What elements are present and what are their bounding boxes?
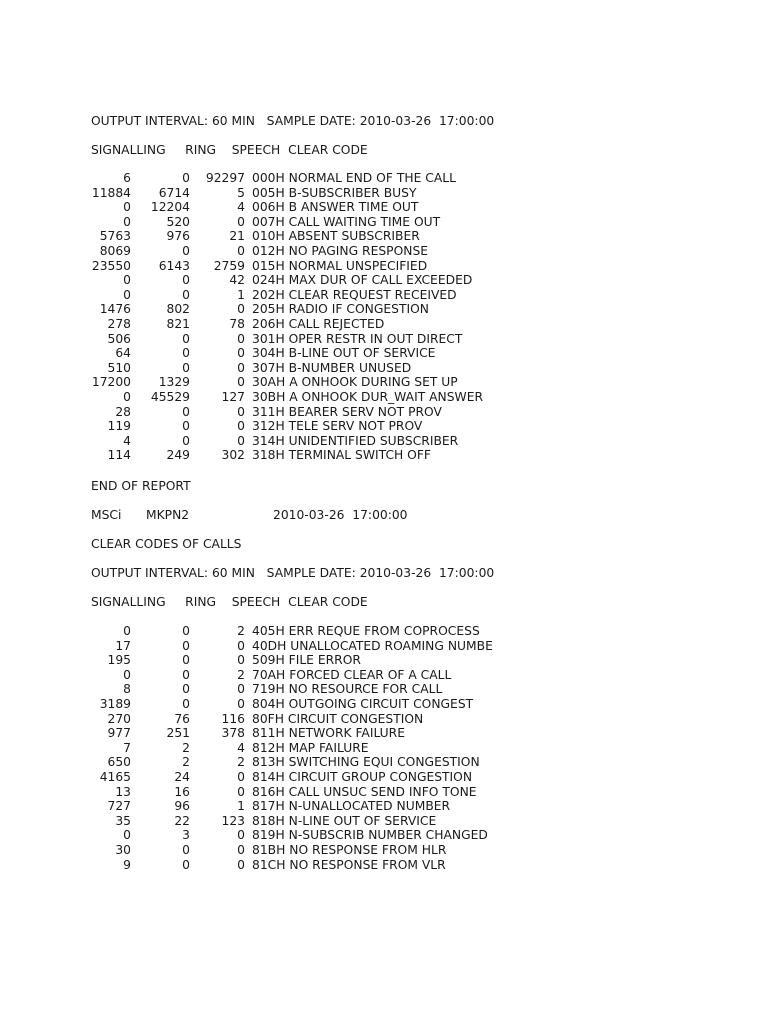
- speech-value: 0: [237, 360, 245, 375]
- clear-code-value: 40DH UNALLOCATED ROAMING NUMBE: [252, 638, 493, 653]
- signalling-value: 278: [107, 317, 131, 331]
- ring-value: 76: [174, 711, 190, 726]
- ring-value: 0: [182, 419, 190, 434]
- table-row: [0, 843, 768, 858]
- signalling-value: 510: [107, 360, 131, 375]
- speech-value: 0: [237, 770, 245, 784]
- speech-value: 2: [237, 624, 245, 638]
- speech-value: 0: [237, 375, 245, 390]
- ring-value: 0: [182, 667, 190, 682]
- ring-value: 24: [174, 770, 190, 784]
- clear-code-value: 307H B-NUMBER UNUSED: [252, 360, 412, 375]
- table-row: [0, 332, 768, 347]
- speech-value: 302: [221, 448, 245, 463]
- ring-value: 3: [182, 828, 190, 843]
- table-row: [0, 302, 768, 317]
- ring-value: 249: [166, 448, 190, 463]
- speech-value: 0: [237, 697, 245, 711]
- ring-value: 0: [182, 624, 190, 638]
- report-title: CLEAR CODES OF CALLS: [91, 537, 242, 551]
- ring-value: 0: [182, 287, 190, 302]
- clear-code-value: 30AH A ONHOOK DURING SET UP: [252, 375, 458, 390]
- ring-value: 0: [182, 653, 190, 668]
- signalling-value: 0: [123, 390, 131, 404]
- table-row: [0, 726, 768, 741]
- speech-value: 1: [237, 287, 245, 302]
- signalling-value: 119: [107, 419, 131, 434]
- clear-code-value: 816H CALL UNSUC SEND INFO TONE: [252, 784, 477, 799]
- ring-value: 12204: [150, 200, 190, 215]
- signalling-value: 977: [107, 726, 131, 741]
- clear-code-value: 202H CLEAR REQUEST RECEIVED: [252, 287, 457, 302]
- signalling-value: 0: [123, 214, 131, 229]
- signalling-value: 6: [123, 171, 131, 185]
- signalling-value: 30: [115, 843, 131, 857]
- clear-code-value: 80FH CIRCUIT CONGESTION: [252, 711, 424, 726]
- speech-value: 0: [237, 331, 245, 346]
- ring-value: 0: [182, 346, 190, 361]
- signalling-value: 7: [123, 740, 131, 755]
- signalling-value: 0: [123, 828, 131, 843]
- speech-value: 0: [237, 404, 245, 419]
- signalling-value: 8069: [99, 244, 131, 258]
- signalling-value: 13: [115, 784, 131, 799]
- column-header-line: SIGNALLING RING SPEECH CLEAR CODE: [91, 595, 368, 609]
- signalling-value: 0: [123, 287, 131, 302]
- clear-code-value: 719H NO RESOURCE FOR CALL: [252, 682, 443, 697]
- clear-code-value: 405H ERR REQUE FROM COPROCESS: [252, 624, 480, 638]
- clear-code-value: 205H RADIO IF CONGESTION: [252, 302, 429, 317]
- table-row: [0, 288, 768, 303]
- ring-value: 22: [174, 813, 190, 828]
- speech-value: 0: [237, 828, 245, 843]
- signalling-value: 0: [123, 667, 131, 682]
- ring-value: 976: [166, 229, 190, 244]
- end-of-report-text: END OF REPORT: [91, 479, 191, 493]
- table-row: [0, 405, 768, 420]
- speech-value: 0: [237, 433, 245, 448]
- ring-value: 0: [182, 697, 190, 711]
- table-row: [0, 375, 768, 390]
- clear-code-value: 509H FILE ERROR: [252, 653, 361, 668]
- speech-value: 2759: [213, 258, 245, 273]
- report-datetime: 2010-03-26 17:00:00: [273, 508, 408, 522]
- speech-value: 0: [237, 214, 245, 229]
- signalling-value: 1476: [99, 302, 131, 317]
- signalling-value: 114: [107, 448, 131, 463]
- table-row: [0, 755, 768, 770]
- signalling-value: 195: [107, 653, 131, 668]
- table-row: [0, 624, 768, 639]
- ring-value: 16: [174, 784, 190, 799]
- table-row: [0, 346, 768, 361]
- signalling-value: 0: [123, 273, 131, 288]
- clear-code-value: 005H B-SUBSCRIBER BUSY: [252, 185, 417, 200]
- clear-code-value: 314H UNIDENTIFIED SUBSCRIBER: [252, 433, 459, 448]
- signalling-value: 35: [115, 813, 131, 828]
- signalling-value: 4: [123, 433, 131, 448]
- clear-code-value: 814H CIRCUIT GROUP CONGESTION: [252, 770, 473, 784]
- ring-value: 0: [182, 433, 190, 448]
- signalling-value: 4165: [99, 770, 131, 784]
- clear-code-value: 301H OPER RESTR IN OUT DIRECT: [252, 331, 463, 346]
- signalling-value: 727: [107, 799, 131, 814]
- ring-value: 0: [182, 244, 190, 258]
- table-row: [0, 639, 768, 654]
- speech-value: 0: [237, 784, 245, 799]
- table-row: [0, 828, 768, 843]
- speech-value: 0: [237, 302, 245, 317]
- ring-value: 0: [182, 682, 190, 697]
- ring-value: 2: [182, 755, 190, 770]
- speech-value: 0: [237, 653, 245, 668]
- signalling-value: 17200: [91, 375, 131, 390]
- table-row: [0, 668, 768, 683]
- clear-code-value: 015H NORMAL UNSPECIFIED: [252, 258, 428, 273]
- table-row: [0, 682, 768, 697]
- ring-value: 6143: [158, 258, 190, 273]
- speech-value: 0: [237, 244, 245, 258]
- clear-code-value: 010H ABSENT SUBSCRIBER: [252, 229, 420, 244]
- clear-code-value: 006H B ANSWER TIME OUT: [252, 200, 419, 215]
- table-row: [0, 259, 768, 274]
- ring-value: 2: [182, 740, 190, 755]
- clear-code-value: 81BH NO RESPONSE FROM HLR: [252, 843, 447, 857]
- ring-value: 0: [182, 857, 190, 872]
- table-row: [0, 814, 768, 829]
- signalling-value: 0: [123, 200, 131, 215]
- speech-value: 0: [237, 419, 245, 434]
- speech-value: 0: [237, 638, 245, 653]
- speech-value: 116: [221, 711, 245, 726]
- ring-value: 0: [182, 843, 190, 857]
- table-row: [0, 799, 768, 814]
- ring-value: 6714: [158, 185, 190, 200]
- signalling-value: 506: [107, 331, 131, 346]
- clear-code-value: 819H N-SUBSCRIB NUMBER CHANGED: [252, 828, 488, 843]
- clear-code-value: 304H B-LINE OUT OF SERVICE: [252, 346, 436, 361]
- ring-value: 821: [166, 317, 190, 331]
- signalling-value: 5763: [99, 229, 131, 244]
- speech-value: 92297: [205, 171, 245, 185]
- signalling-value: 650: [107, 755, 131, 770]
- table-row: [0, 434, 768, 449]
- signalling-value: 23550: [91, 258, 131, 273]
- table-row: [0, 171, 768, 186]
- speech-value: 0: [237, 682, 245, 697]
- signalling-value: 9: [123, 857, 131, 872]
- signalling-value: 270: [107, 711, 131, 726]
- table-row: [0, 653, 768, 668]
- clear-code-value: 312H TELE SERV NOT PROV: [252, 419, 423, 434]
- table-row: [0, 390, 768, 405]
- signalling-value: 17: [115, 638, 131, 653]
- ring-value: 1329: [158, 375, 190, 390]
- table-row: [0, 419, 768, 434]
- output-interval-line: OUTPUT INTERVAL: 60 MIN SAMPLE DATE: 2010-03-26 17:00:00: [91, 566, 495, 580]
- table-row: [0, 448, 768, 463]
- clear-code-value: 813H SWITCHING EQUI CONGESTION: [252, 755, 480, 770]
- ring-value: 0: [182, 638, 190, 653]
- clear-code-value: 007H CALL WAITING TIME OUT: [252, 214, 441, 229]
- clear-code-value: 30BH A ONHOOK DUR_WAIT ANSWER: [252, 390, 484, 404]
- speech-value: 42: [229, 273, 245, 288]
- clear-code-value: 000H NORMAL END OF THE CALL: [252, 171, 456, 185]
- column-header-line: SIGNALLING RING SPEECH CLEAR CODE: [91, 143, 368, 157]
- clear-code-value: 812H MAP FAILURE: [252, 740, 369, 755]
- speech-value: 1: [237, 799, 245, 814]
- speech-value: 378: [221, 726, 245, 741]
- clear-code-value: 70AH FORCED CLEAR OF A CALL: [252, 667, 452, 682]
- table-row: [0, 770, 768, 785]
- table-row: [0, 858, 768, 873]
- signalling-value: 8: [123, 682, 131, 697]
- table-row: [0, 186, 768, 201]
- clear-code-value: 818H N-LINE OUT OF SERVICE: [252, 813, 437, 828]
- clear-code-value: 318H TERMINAL SWITCH OFF: [252, 448, 432, 463]
- clear-code-value: 811H NETWORK FAILURE: [252, 726, 405, 741]
- speech-value: 21: [229, 229, 245, 244]
- signalling-value: 64: [115, 346, 131, 361]
- speech-value: 0: [237, 857, 245, 872]
- table-row: [0, 317, 768, 332]
- signalling-value: 0: [123, 624, 131, 638]
- table-row: [0, 273, 768, 288]
- speech-value: 2: [237, 667, 245, 682]
- speech-value: 5: [237, 185, 245, 200]
- table-row: [0, 200, 768, 215]
- clear-code-value: 012H NO PAGING RESPONSE: [252, 244, 429, 258]
- ring-value: 802: [166, 302, 190, 317]
- node-label: MKPN2: [146, 508, 190, 522]
- speech-value: 127: [221, 390, 245, 404]
- speech-value: 4: [237, 200, 245, 215]
- table-row: [0, 229, 768, 244]
- output-interval-line: OUTPUT INTERVAL: 60 MIN SAMPLE DATE: 2010-03-26 17:00:00: [91, 114, 495, 128]
- clear-code-value: 024H MAX DUR OF CALL EXCEEDED: [252, 273, 473, 288]
- speech-value: 0: [237, 843, 245, 857]
- clear-code-value: 311H BEARER SERV NOT PROV: [252, 404, 442, 419]
- speech-value: 0: [237, 346, 245, 361]
- signalling-value: 11884: [91, 185, 131, 200]
- speech-value: 78: [229, 317, 245, 331]
- ring-value: 96: [174, 799, 190, 814]
- table-row: [0, 785, 768, 800]
- signalling-value: 28: [115, 404, 131, 419]
- table-row: [0, 244, 768, 259]
- ring-value: 251: [166, 726, 190, 741]
- ring-value: 0: [182, 273, 190, 288]
- ring-value: 520: [166, 214, 190, 229]
- msc-label: MSCi: [91, 508, 122, 522]
- ring-value: 0: [182, 360, 190, 375]
- clear-code-value: 81CH NO RESPONSE FROM VLR: [252, 857, 446, 872]
- ring-value: 45529: [150, 390, 190, 404]
- ring-value: 0: [182, 331, 190, 346]
- table-row: [0, 697, 768, 712]
- speech-value: 4: [237, 740, 245, 755]
- clear-code-value: 804H OUTGOING CIRCUIT CONGEST: [252, 697, 474, 711]
- table-row: [0, 741, 768, 756]
- ring-value: 0: [182, 404, 190, 419]
- table-row: [0, 361, 768, 376]
- speech-value: 2: [237, 755, 245, 770]
- ring-value: 0: [182, 171, 190, 185]
- table-row: [0, 215, 768, 230]
- speech-value: 123: [221, 813, 245, 828]
- table-row: [0, 712, 768, 727]
- signalling-value: 3189: [99, 697, 131, 711]
- clear-code-value: 817H N-UNALLOCATED NUMBER: [252, 799, 451, 814]
- clear-code-value: 206H CALL REJECTED: [252, 317, 385, 331]
